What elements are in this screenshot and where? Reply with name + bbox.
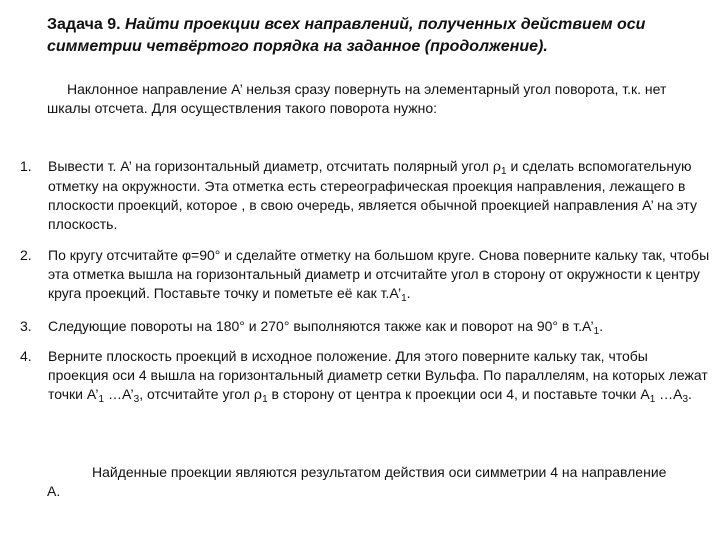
step-text-part: , отсчитайте угол bbox=[139, 386, 254, 402]
step-text-part: . bbox=[406, 285, 411, 301]
task-title-prefix: Задача 9. bbox=[47, 16, 125, 33]
task-title bbox=[47, 14, 697, 58]
step-text bbox=[48, 317, 710, 336]
step-text-part: и сделать вспомогательную отметку на окружности. Эта отметка есть стереографическая проекция направления, лежащего в плоскости проекций, которое , в свою очередь, является обычной проекцией направления А’ на эту плоскость. bbox=[48, 158, 697, 232]
subscript: 1 bbox=[501, 166, 507, 177]
subscript: 1 bbox=[649, 394, 656, 405]
intro-paragraph: Наклонное направление А’ нельзя сразу повернуть на элементарный угол поворота, т.к. нет шкалы отсчета. Для осуществления такого поворота нужно: bbox=[47, 81, 667, 116]
closing-paragraph: Найденные проекции являются результатом действия оси симметрии 4 на направление А. bbox=[47, 464, 667, 499]
step-text-part: …А bbox=[655, 386, 683, 402]
list-item bbox=[20, 246, 710, 303]
subscript: 1 bbox=[98, 394, 105, 405]
subscript: 1 bbox=[593, 326, 600, 337]
step-text-part: . bbox=[688, 386, 692, 402]
list-item bbox=[20, 157, 710, 234]
step-text-part: Следующие повороты на 180° и 270° выполняются также как и поворот на 90° в т.А’ bbox=[48, 318, 594, 334]
rho-symbol: ρ bbox=[253, 387, 263, 403]
step-text-part: …А’ bbox=[104, 386, 134, 402]
step-text bbox=[48, 347, 710, 405]
rho-symbol: ρ bbox=[492, 159, 502, 175]
task-title-text: Найти проекции всех направлений, полученных действием оси симметрии четвёртого порядка на заданное (продолжение). bbox=[47, 16, 646, 55]
subscript: 1 bbox=[401, 293, 407, 304]
step-text bbox=[48, 246, 710, 303]
step-text-part: Верните плоскость проекций в исходное положение. Для этого поверните кальку так, чтобы проекция оси 4 вышла на горизонтальный диаметр сетки Вульфа. По параллелям, на которых лежат точки А’ bbox=[48, 348, 708, 402]
step-text bbox=[48, 157, 710, 234]
subscript: 3 bbox=[133, 394, 140, 405]
subscript: 1 bbox=[262, 394, 268, 405]
step-text-part: в сторону от центра к проекции оси 4, и поставьте точки А bbox=[267, 386, 650, 402]
subscript: 3 bbox=[682, 394, 689, 405]
step-number: 2. bbox=[20, 247, 32, 263]
step-text-part: Вывести т. А’ на горизонтальный диаметр, отсчитать полярный угол bbox=[48, 158, 493, 174]
step-text-part: . bbox=[599, 318, 604, 334]
step-number: 4. bbox=[20, 348, 32, 364]
step-number: 1. bbox=[20, 158, 32, 174]
step-number: 3. bbox=[20, 318, 32, 334]
list-item bbox=[20, 317, 710, 336]
list-item bbox=[20, 347, 710, 405]
step-text-part: По кругу отсчитайте φ=90° и сделайте отметку на большом круге. Снова поверните кальку так, чтобы эта отметка вышла на горизонтальный диаметр и отсчитайте угол в сторону от окружности к центру круга проекций. Поставьте точку и пометьте её как т.А’ bbox=[48, 247, 710, 301]
